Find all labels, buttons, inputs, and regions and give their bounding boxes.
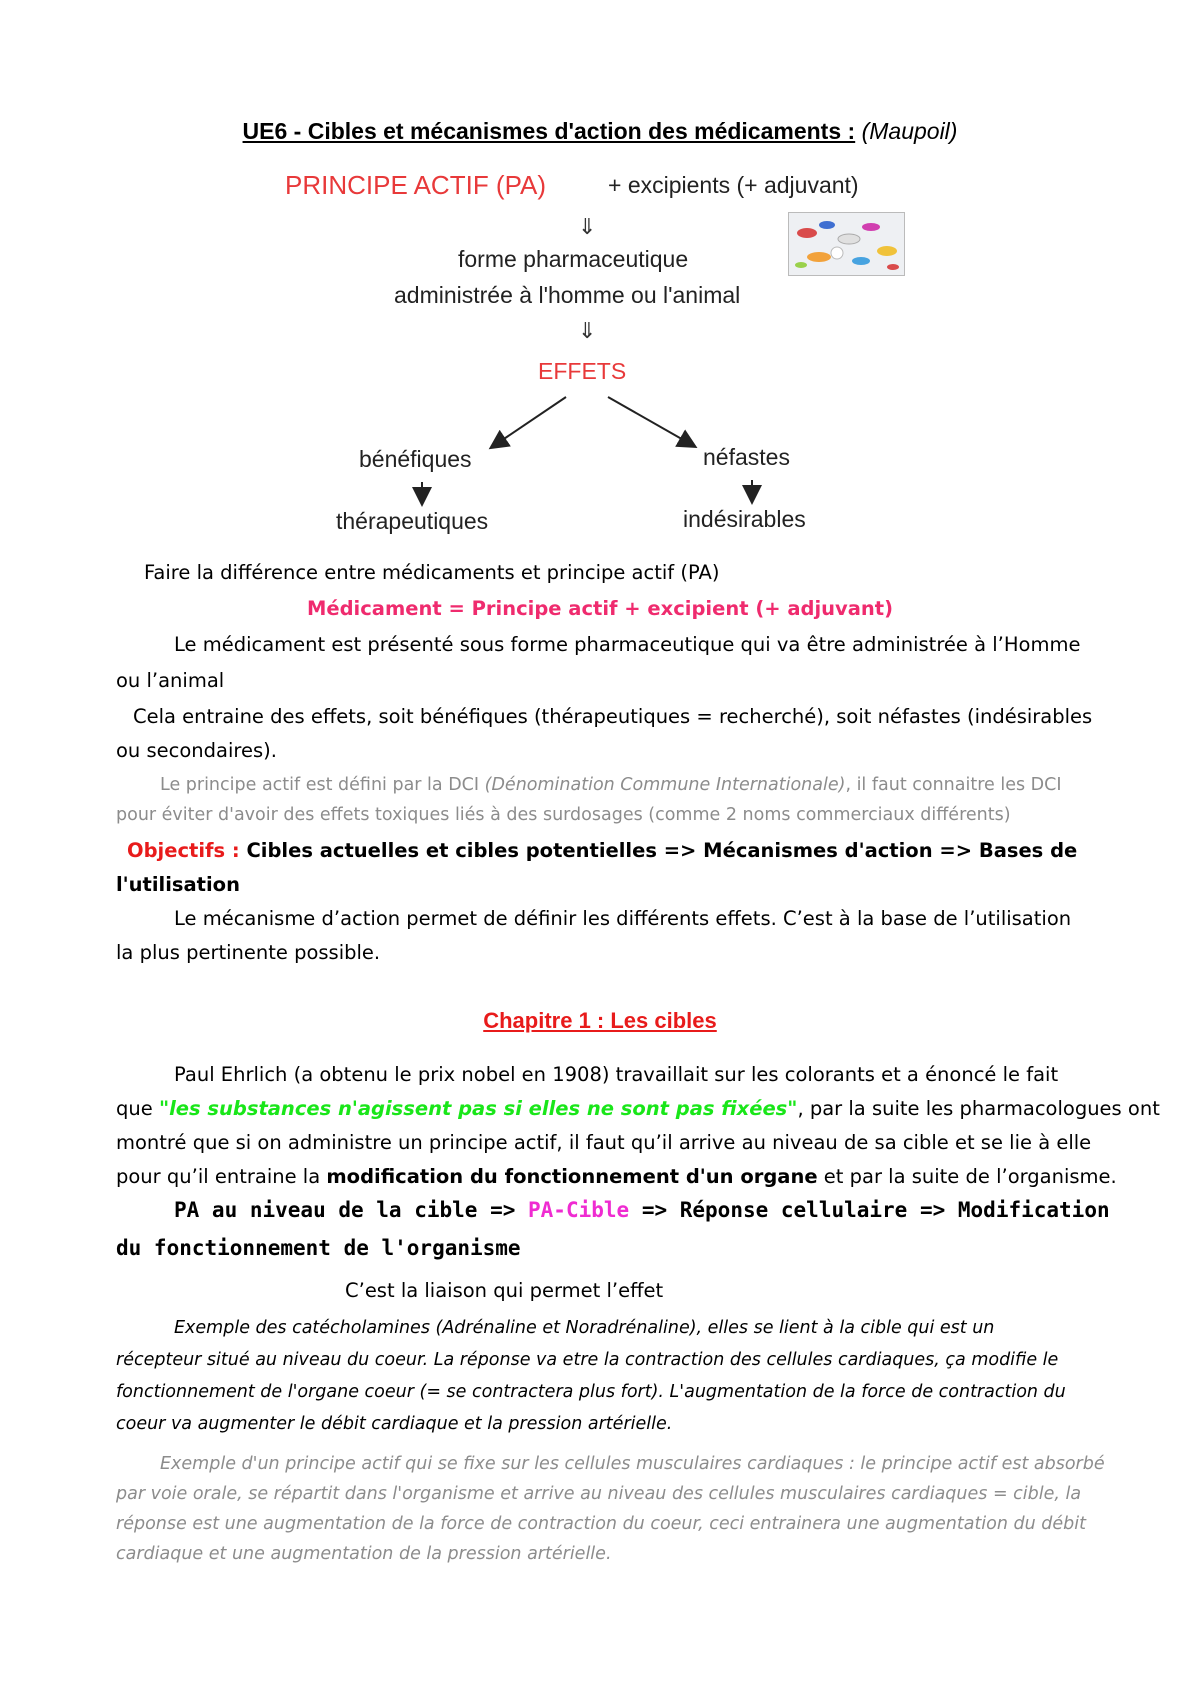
- example1-line-3: fonctionnement de l'organe coeur (= se contractera plus fort). L'augmentation de la force de contraction du: [116, 1382, 1066, 1402]
- paragraph-dci-l1: [160, 770, 1062, 800]
- example1-line-2: récepteur situé au niveau du coeur. La réponse va etre la contraction des cellules cardiaques, ça modifie le: [116, 1350, 1059, 1370]
- diagram-benefiques: bénéfiques: [359, 446, 472, 472]
- dci-text-c: , il faut connaitre les DCI: [845, 775, 1062, 795]
- diagram-therapeutiques: thérapeutiques: [336, 508, 489, 534]
- ehrlich-l4-a: pour qu’il entraine la: [116, 1165, 327, 1188]
- chain-line-2: du fonctionnement de l'organisme: [116, 1236, 521, 1260]
- ehrlich-l4-bold: modification du fonctionnement d'un organe: [326, 1165, 818, 1188]
- example1-line-1: Exemple des catécholamines (Adrénaline et Noradrénaline), elles se lient à la cible qui est un: [174, 1318, 995, 1338]
- diagram-indesirables: indésirables: [683, 506, 806, 532]
- arrow-down-icon-2: ⇓: [578, 318, 597, 343]
- example2-line-4: cardiaque et une augmentation de la pression artérielle.: [116, 1544, 612, 1564]
- paragraph-mecanisme-l1: Le mécanisme d’action permet de définir les différents effets. C’est à la base de l’utilisation: [174, 907, 1072, 930]
- diagram-principe-actif: PRINCIPE ACTIF (PA): [285, 170, 546, 200]
- paragraph-effets-l1: Cela entraine des effets, soit bénéfiques (thérapeutiques = recherché), soit néfastes (indésirables: [133, 705, 1093, 728]
- diagram-excipients: + excipients (+ adjuvant): [608, 172, 859, 198]
- example2-line-3: réponse est une augmentation de la force de contraction du coeur, ceci entrainera une augmentation du débit: [116, 1514, 1086, 1534]
- ehrlich-line-2: [116, 1092, 1160, 1126]
- example2-line-2: par voie orale, se répartit dans l'organisme et arrive au niveau des cellules musculaires cardiaques = cible, la: [116, 1484, 1082, 1504]
- title-author: (Maupoil): [861, 118, 958, 144]
- chain-line-1: [174, 1198, 1110, 1222]
- objectifs-line-2: l'utilisation: [116, 873, 240, 896]
- chain-b: => Réponse cellulaire => Modification: [629, 1198, 1110, 1222]
- dci-text-a: Le principe actif est défini par la DCI: [160, 775, 485, 795]
- chain-a: PA au niveau de la cible =>: [174, 1198, 529, 1222]
- arrow-down-icon-1: ⇓: [578, 214, 597, 239]
- diagram-forme: forme pharmaceutique: [458, 246, 689, 272]
- ehrlich-line-1: Paul Ehrlich (a obtenu le prix nobel en 1908) travaillait sur les colorants et a énoncé le fait: [174, 1063, 1059, 1086]
- liaison-line: C’est la liaison qui permet l’effet: [345, 1279, 664, 1302]
- objectifs-text: Cibles actuelles et cibles potentielles => Mécanismes d'action => Bases de: [239, 839, 1078, 862]
- example1-line-4: coeur va augmenter le débit cardiaque et la pression artérielle.: [116, 1414, 673, 1434]
- ehrlich-l2-a: que: [116, 1097, 159, 1120]
- paragraph-effets-l2: ou secondaires).: [116, 739, 277, 762]
- formula-medicament: Médicament = Principe actif + excipient (+ adjuvant): [306, 597, 894, 620]
- objectifs-line-1: [127, 834, 1077, 868]
- example2-line-1: Exemple d'un principe actif qui se fixe sur les cellules musculaires cardiaques : le principe actif est absorbé: [160, 1454, 1105, 1474]
- chain-pa-cible: PA-Cible: [528, 1198, 630, 1222]
- dci-text-b: (Dénomination Commune Internationale): [484, 775, 846, 795]
- arrow-to-benefiques: [492, 397, 566, 447]
- ehrlich-quote: "les substances n'agissent pas si elles ne sont pas fixées": [158, 1097, 798, 1120]
- title-main: UE6 - Cibles et mécanismes d'action des médicaments :: [242, 118, 856, 144]
- arrow-to-nefastes: [608, 397, 694, 446]
- ehrlich-l2-b: , par la suite les pharmacologues ont: [797, 1097, 1160, 1120]
- ehrlich-line-4: [116, 1160, 1117, 1194]
- paragraph-difference: Faire la différence entre médicaments et principe actif (PA): [144, 561, 720, 584]
- objectifs-label: Objectifs :: [127, 839, 240, 862]
- diagram-arrows: [0, 0, 1200, 560]
- ehrlich-l4-b: et par la suite de l’organisme.: [817, 1165, 1117, 1188]
- ehrlich-line-3: montré que si on administre un principe actif, il faut qu’il arrive au niveau de sa cible et se lie à elle: [116, 1131, 1092, 1154]
- diagram-administree: administrée à l'homme ou l'animal: [394, 282, 741, 308]
- paragraph-medicament-l2: ou l’animal: [116, 669, 225, 692]
- paragraph-mecanisme-l2: la plus pertinente possible.: [116, 941, 381, 964]
- diagram-effets: EFFETS: [538, 358, 627, 384]
- chapter-title: Chapitre 1 : Les cibles: [483, 1008, 717, 1033]
- paragraph-medicament-l1: Le médicament est présenté sous forme pharmaceutique qui va être administrée à l’Homme: [174, 633, 1081, 656]
- paragraph-dci-l2: pour éviter d'avoir des effets toxiques liés à des surdosages (comme 2 noms commerciaux différents): [116, 805, 1011, 825]
- diagram-nefastes: néfastes: [703, 444, 790, 470]
